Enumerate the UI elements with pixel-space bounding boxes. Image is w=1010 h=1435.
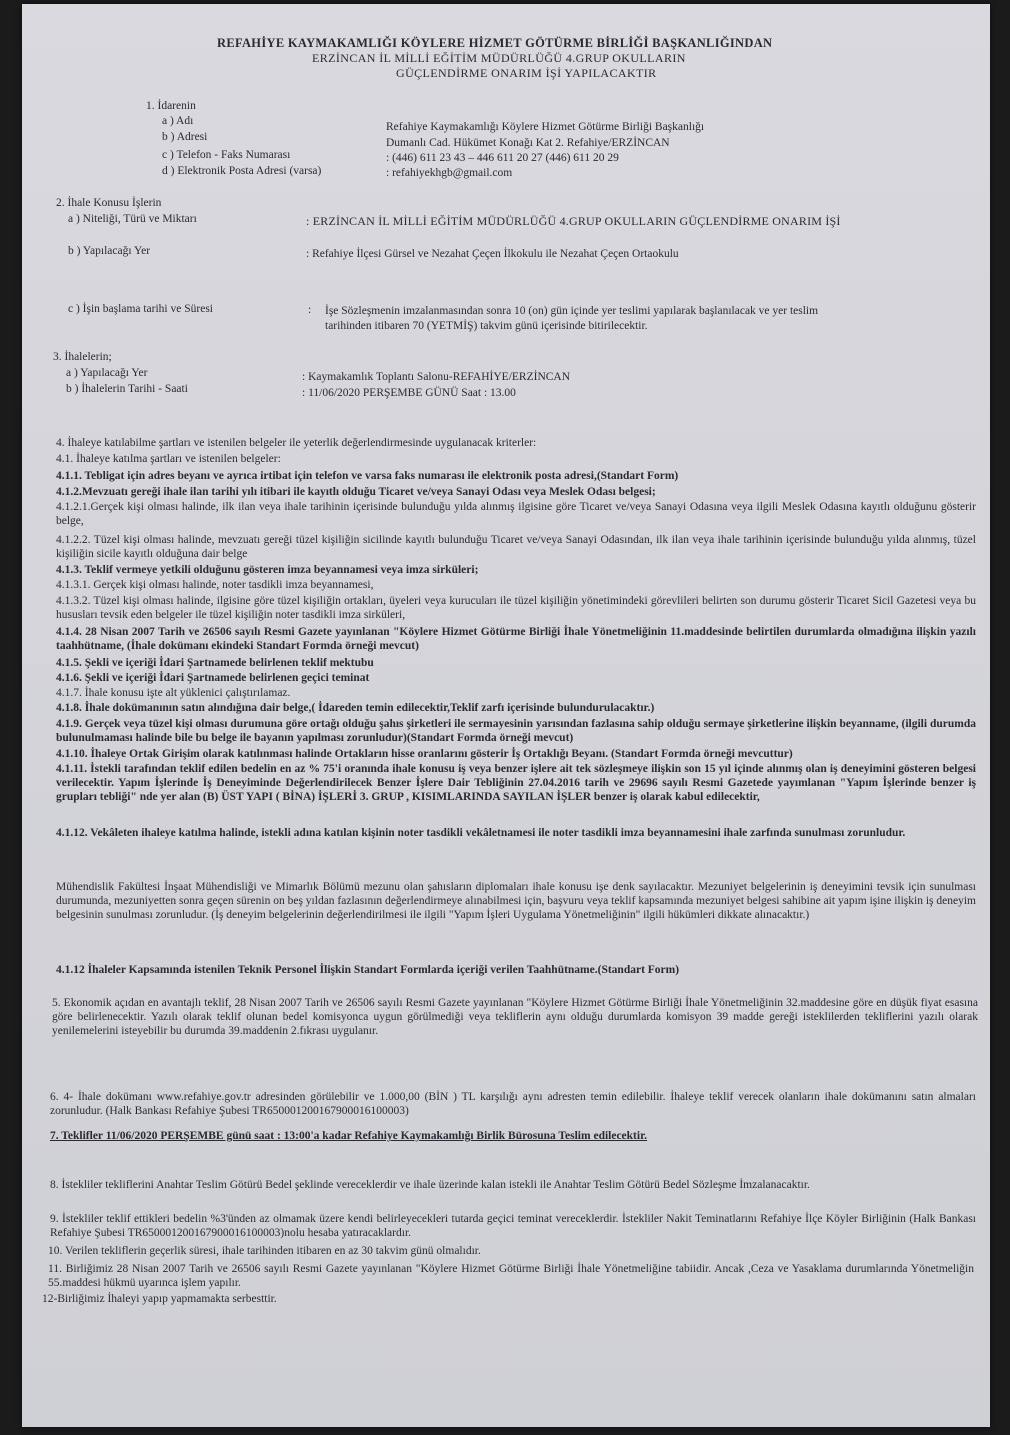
konu-heading: 2. İhale Konusu İşlerin xyxy=(56,197,162,209)
sart-4-1-2-1: 4.1.2.1.Gerçek kişi olması halinde, ilk ilan veya ihale tarihinin içerisinde bulunduğu yılda alınmış ilgisine göre Ticaret ve/veya Sanayi Odasına veya ilgili Meslek Odasına kayıtlı olduğunu gösterir belge, xyxy=(56,501,976,527)
dokuman-paragraph: 6. 4- İhale dokümanı www.refahiye.gov.tr adresinden görülebilir ve 1.000,00 (BİN ) TL karşılığı aynı adresten temin edilebilir. İhaleye teklif verecek olanların ihale dokümanını satın almaları zorunludur. (Halk Bankası Refahiye Şubesi TR650001200167900016100003) xyxy=(50,1091,976,1117)
ihaleler-heading: 3. İhalelerin; xyxy=(53,351,112,363)
sart-4-1-11: 4.1.11. İstekli tarafından teklif edilen bedelin en az % 75'i oranında ihale konusu iş veya benzer işlere ait tek sözleşmeye ilişkin son 15 yıl içinde alınmış olan iş deneyimini gösteren belgesi verilecektir. Yapım İşlerinde İş Deneyiminde Değerlendirilecek Benzer İşlere Dair Tebliğinin 27.04.2016 tarih ve 29696 sayılı Resmi Gazetede yayımlanan "Yapım İşlerinde benzer iş grupları tebliği" nde yer alan (B) ÜST YAPI ( BİNA) İŞLERİ 3. GRUP , KISIMLARINDA SAYILAN İŞLER benzer iş olarak kabul edilecektir, xyxy=(56,763,976,803)
idare-value-d: : refahiyekhgb@gmail.com xyxy=(386,167,513,179)
idare-heading: 1. İdarenin xyxy=(146,100,196,112)
item-10: 10. Verilen tekliflerin geçerlik süresi, ihale tarihinden itibaren en az 30 takvim günü olmalıdır. xyxy=(48,1245,481,1257)
idare-value-c: : (446) 611 23 43 – 446 611 20 27 (446) 611 20 29 xyxy=(386,152,619,164)
sart-4-1-6: 4.1.6. Şekli ve içeriği İdari Şartnamede belirlenen geçici teminat xyxy=(56,672,370,684)
item-8: 8. İstekliler tekliflerini Anahtar Teslim Götürü Bedel şeklinde vereceklerdir ve ihale üzerinde kalan istekli ile Anahtar Teslim Götürü Bedel Sözleşme İmzalanacaktır. xyxy=(50,1179,810,1191)
ihaleler-label-b: b ) İhalelerin Tarihi - Saati xyxy=(66,383,188,395)
konu-value-a: : ERZİNCAN İL MİLLİ EĞİTİM MÜDÜRLÜĞÜ 4.GRUP OKULLARIN GÜÇLENDİRME ONARIM İŞİ xyxy=(306,214,841,228)
idare-label-a: a ) Adı xyxy=(162,115,194,127)
konu-value-c2: tarihinden itibaren 70 (YETMİŞ) takvim günü içerisinde bitirilecektir. xyxy=(325,320,648,332)
item-9: 9. İstekliler teklif ettikleri bedelin %3'ünden az olmamak üzere kendi belirleyecekleri tutarda geçici teminat vereceklerdir. İstekliler Nakit Teminatlarını Refahiye İlçe Köyler Birliğinin (Halk Bankası Refahiye Şubesi TR650001200167900016100003)nolu hesaba yatıracaklardır. xyxy=(50,1213,976,1239)
ihaleler-value-b: : 11/06/2020 PERŞEMBE GÜNÜ Saat : 13.00 xyxy=(302,387,516,399)
idare-label-c: c ) Telefon - Faks Numarası xyxy=(162,149,291,161)
idare-value-a: Refahiye Kaymakamlığı Köylere Hizmet Götürme Birliği Başkanlığı xyxy=(386,121,705,133)
teklifler-line: 7. Teklifler 11/06/2020 PERŞEMBE günü saat : 13:00'a kadar Refahiye Kaymakamlığı Birlik Bürosuna Teslim edilecektir. xyxy=(50,1130,648,1142)
sart-4-1-3-1: 4.1.3.1. Gerçek kişi olması halinde, noter tasdikli imza beyannamesi, xyxy=(56,579,374,591)
header-subtitle-2: GÜÇLENDİRME ONARIM İŞİ YAPILACAKTIR xyxy=(396,66,657,80)
sart-4-1-10: 4.1.10. İhaleye Ortak Girişim olarak katılınması halinde Ortakların hisse oranlarını gösterir İş Ortaklığı Beyanı. (Standart Formda örneği mevcuttur) xyxy=(56,748,793,760)
sart-4-1-12: 4.1.12. Vekâleten ihaleye katılma halinde, istekli adına katılan kişinin noter tasdikli vekâletnamesi ile noter tasdikli imza beyannamesini ihale zarfında sunulması zorunludur. xyxy=(56,827,906,839)
ekonomik-paragraph: 5. Ekonomik açıdan en avantajlı teklif, 28 Nisan 2007 Tarih ve 26506 sayılı Resmi Gazete yayınlanan "Köylere Hizmet Götürme Birliği İhale Yönetmeliğinin 32.maddesine göre en düşük fiyat esasına göre belirlenecektir. Yazılı olarak teklif olunan bedel komisyonca uygun görülmediği veya tekliflerin aynı olduğu durumlarda komisyon 39 madde gereği isteklilerden tekliflerini yazılı olarak yenilemelerini isteyebilir bu durumda 39.maddenin 2.fıkrası uygulanır. xyxy=(52,997,978,1037)
teknik-personel: 4.1.12 İhaleler Kapsamında istenilen Teknik Personel İlişkin Standart Formlarda içeriği verilen Taahhütname.(Standart Form) xyxy=(56,964,680,976)
sart-4-1-2-2: 4.1.2.2. Tüzel kişi olması halinde, mevzuatı gereği tüzel kişiliğin sicilinde kayıtlı bulunduğu Ticaret ve/veya Sanayi Odasından, ilk ilan veya ihale tarihinin içerisinde bulunduğu yılda alınmış, tüzel kişiliğin sicile kayıtlı olduğuna dair belge xyxy=(56,534,976,560)
sart-4-1-8: 4.1.8. İhale dokümanının satın alındığına dair belge,( İdareden temin edilecektir,Teklif zarfı içerisinde bulundurulacaktır.) xyxy=(56,702,655,714)
konu-value-c1: İşe Sözleşmenin imzalanmasından sonra 10 (on) gün içinde yer teslimi yapılarak başlanılacak ve yer teslim xyxy=(325,305,819,317)
sart-4-1-3: 4.1.3. Teklif vermeye yetkili olduğunu gösteren imza beyannamesi veya imza sirküleri; xyxy=(56,564,479,576)
ihaleler-label-a: a ) Yapılacağı Yer xyxy=(66,367,148,379)
sart-4-1-1: 4.1.1. Tebligat için adres beyanı ve ayrıca irtibat için telefon ve varsa faks numarası ile elektronik posta adresi,(Standart Form) xyxy=(56,470,679,482)
konu-label-c: c ) İşin başlama tarihi ve Süresi xyxy=(68,303,213,315)
idare-value-b: Dumanlı Cad. Hükümet Konağı Kat 2. Refahiye/ERZİNCAN xyxy=(386,137,670,149)
konu-colon-c: : xyxy=(308,304,312,316)
konu-value-b: : Refahiye İlçesi Gürsel ve Nezahat Çeçen İlkokulu ile Nezahat Çeçen Ortaokulu xyxy=(306,248,679,260)
header-subtitle: ERZİNCAN İL MİLLİ EĞİTİM MÜDÜRLÜĞÜ 4.GRUP OKULLARIN xyxy=(312,51,686,65)
header-title: REFAHİYE KAYMAKAMLIĞI KÖYLERE HİZMET GÖTÜRME BİRLİĞİ BAŞKANLIĞINDAN xyxy=(217,36,773,50)
sart-4-1: 4.1. İhaleye katılma şartları ve istenilen belgeler: xyxy=(56,453,281,465)
sart-4-1-5: 4.1.5. Şekli ve içeriği İdari Şartnamede belirlenen teklif mektubu xyxy=(56,657,374,669)
muhendislik-paragraph: Mühendislik Fakültesi İnşaat Mühendisliği ve Mimarlık Bölümü mezunu olan şahısların diplomaları ihale konusu işe denk sayılacaktır. Mezuniyet belgelerinin iş deneyimini tevsik için sunulması durumunda, mezuniyetten sonra geçen sürenin on beş yıldan fazlasının değerlendirmeye alınabilmesi için, başvuru veya teklif kapsamında mezuniyet belgesi sahibine ait yapım işine ilişkin iş deneyim belgesinin sunulması zorunludur. (İş deneyim belgelerinin değerlendirilmesi ile ilgili "Yapım İşleri Uygulama Yönetmeliğinin" ilgili hükümleri dikkate alınacaktır.) xyxy=(56,881,976,921)
sart-4: 4. İhaleye katılabilme şartları ve istenilen belgeler ile yeterlik değerlendirmesinde uygulanacak kriterler: xyxy=(56,437,537,449)
sart-4-1-2: 4.1.2.Mevzuatı gereği ihale ilan tarihi yılı itibari ile kayıtlı olduğu Ticaret ve/veya Sanayi Odası veya Meslek Odası belgesi; xyxy=(56,486,656,498)
konu-label-a: a ) Niteliği, Türü ve Miktarı xyxy=(68,213,197,225)
item-11: 11. Birliğimiz 28 Nisan 2007 Tarih ve 26506 sayılı Resmi Gazete yayınlanan "Köylere Hizmet Götürme Birliği İhale Yönetmeliğine tabiidir. Ancak ,Ceza ve Yasaklama durumlarında Yönetmeliğin 55.maddesi hükmü uyarınca işlem yapılır. xyxy=(48,1263,974,1289)
sart-4-1-3-2: 4.1.3.2. Tüzel kişi olması halinde, ilgisine göre tüzel kişiliğin ortakları, üyeleri veya kurucuları ile tüzel kişiliğin yönetimindeki görevlileri belirten son durumu gösterir Ticaret Sicil Gazetesi veya bu hususları tevsik eden belgeler ile tüzel kişiliğin noter tasdikli imza sirküleri, xyxy=(56,595,976,621)
konu-label-b: b ) Yapılacağı Yer xyxy=(68,245,151,257)
idare-label-d: d ) Elektronik Posta Adresi (varsa) xyxy=(162,165,322,177)
item-12: 12-Birliğimiz İhaleyi yapıp yapmamakta serbesttir. xyxy=(42,1293,277,1305)
idare-label-b: b ) Adresi xyxy=(162,131,208,143)
sart-4-1-9: 4.1.9. Gerçek veya tüzel kişi olması durumuna göre ortağı olduğu şahıs şirketleri ile sermayesinin yarısından fazlasına sahip olduğu sermaye şirketlerine ilişkin beyanname, (ilgili durumda bulunulmaması halinde bile bu belge ile bayanın yapılması zorunludur)(Standart Formda örneği mevcut) xyxy=(56,718,976,744)
sart-4-1-4: 4.1.4. 28 Nisan 2007 Tarih ve 26506 sayılı Resmi Gazete yayınlanan "Köylere Hizmet Götürme Birliği İhale Yönetmeliğinin 11.maddesinde belirtilen durumlarda olmadığına ilişkin yazılı taahhütname, (İhale dokümanı ekindeki Standart Formda örneği mevcut) xyxy=(56,626,976,652)
document-page xyxy=(22,4,990,1427)
ihaleler-value-a: : Kaymakamlık Toplantı Salonu-REFAHİYE/ERZİNCAN xyxy=(302,371,571,383)
sart-4-1-7: 4.1.7. İhale konusu işte alt yüklenici çalıştırılamaz. xyxy=(56,687,291,699)
